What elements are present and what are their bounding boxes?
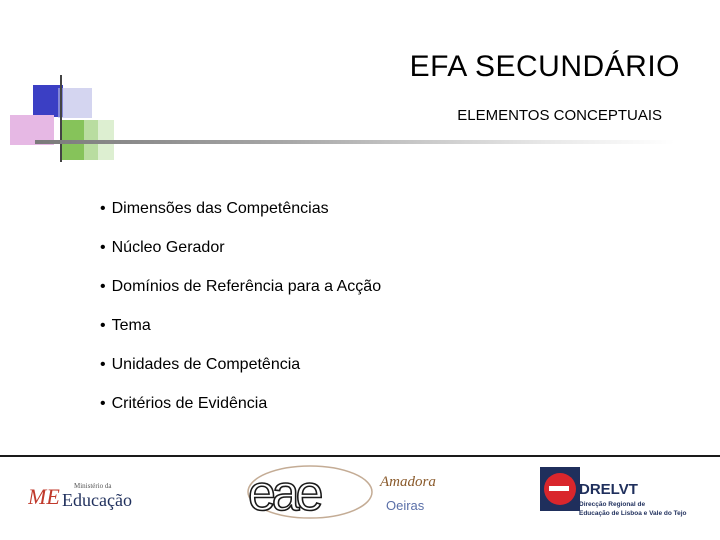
bullet: • (100, 395, 106, 412)
ministry-logo-name: Educação (62, 490, 132, 510)
eae-logo-mark: eae (248, 465, 320, 521)
drelvt-acronym: DRELVT (579, 481, 638, 498)
bullet: • (100, 356, 106, 373)
drelvt-logo (535, 462, 700, 522)
bullet: • (100, 239, 106, 256)
ministry-logo-small-text: Ministério da (74, 482, 112, 490)
list-item (100, 276, 381, 315)
list-item (100, 393, 381, 432)
drelvt-line1: Direcção Regional de (579, 501, 646, 508)
list-item-label: Núcleo Gerador (111, 239, 225, 256)
ministry-logo-mark: ME (28, 484, 60, 509)
list-item (100, 237, 381, 276)
ministry-of-education-logo (28, 478, 153, 514)
eae-logo-line1: Amadora (380, 474, 436, 490)
bullet: • (100, 200, 106, 217)
decorative-squares (0, 0, 130, 170)
list-item-label: Tema (111, 317, 151, 334)
bullet: • (100, 317, 106, 334)
list-item (100, 198, 381, 237)
list-item-label: Critérios de Evidência (111, 395, 268, 412)
deco-blue-shadow (58, 88, 92, 118)
list-item (100, 354, 381, 393)
list-item-label: Unidades de Competência (111, 356, 301, 373)
list-item (100, 315, 381, 354)
concept-list (100, 198, 381, 432)
slide-subtitle: ELEMENTOS CONCEPTUAIS (457, 107, 662, 124)
footer-divider (0, 455, 720, 457)
bullet: • (100, 278, 106, 295)
drelvt-line2: Educação de Lisboa e Vale do Tejo (579, 510, 687, 517)
eae-amadora-oeiras-logo (240, 462, 445, 522)
header-rule (35, 140, 675, 144)
drelvt-emblem-bar (549, 486, 569, 491)
list-item-label: Domínios de Referência para a Acção (111, 278, 382, 295)
slide-title: EFA SECUNDÁRIO (409, 50, 680, 83)
eae-logo-line2: Oeiras (386, 498, 425, 513)
list-item-label: Dimensões das Competências (111, 200, 329, 217)
